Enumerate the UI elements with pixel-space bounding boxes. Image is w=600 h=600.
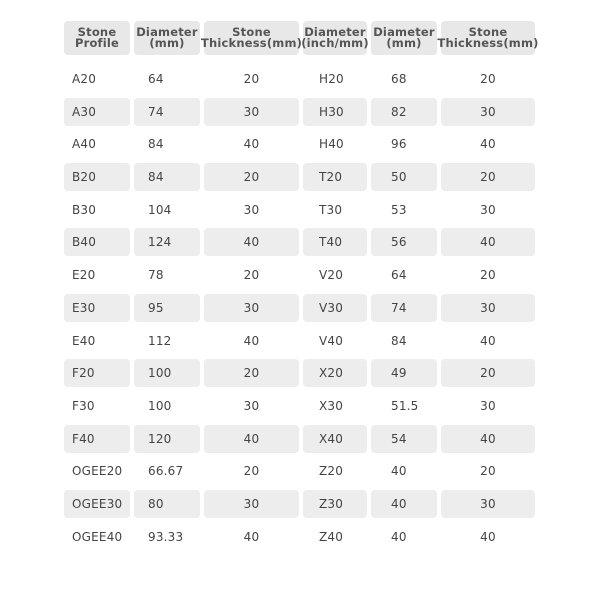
cell-diameter: 64: [148, 72, 164, 86]
cell-profile: A40: [72, 137, 97, 152]
cell-thickness: 30: [204, 294, 299, 322]
cell-diameter-2: 74: [371, 294, 437, 322]
cell-profile: F40: [64, 425, 130, 453]
cell-thickness-2: 40: [480, 333, 496, 348]
cell-thickness: 20: [243, 72, 260, 86]
cell-thickness: 40: [204, 425, 299, 453]
table-row: [64, 292, 535, 325]
cell-thickness-2: 20: [480, 268, 496, 283]
table-row: [64, 325, 535, 358]
table-body: [64, 63, 535, 553]
cell-profile-2: H30: [303, 98, 367, 126]
cell-thickness-2: 30: [480, 202, 496, 217]
table-row: [64, 226, 535, 259]
cell-profile: OGEE40: [72, 529, 123, 544]
cell-thickness: 40: [243, 333, 260, 348]
cell-thickness-2: 20: [480, 464, 496, 479]
cell-thickness: 20: [204, 163, 299, 191]
cell-diameter: 95: [134, 294, 200, 322]
cell-diameter: 120: [134, 425, 200, 453]
table-header-row: [64, 21, 539, 55]
cell-diameter-2: 54: [371, 425, 437, 453]
cell-diameter-2: 40: [391, 464, 407, 479]
cell-diameter-2: 96: [391, 137, 407, 152]
header-stone-thickness: Stone Thickness(mm): [204, 21, 299, 55]
cell-diameter: 80: [134, 490, 200, 518]
cell-thickness: 40: [204, 228, 299, 256]
cell-thickness-2: 30: [441, 98, 535, 126]
cell-thickness-2: 30: [441, 490, 535, 518]
stone-profile-table: [64, 21, 539, 553]
cell-diameter-2: 53: [391, 202, 407, 217]
table-row: [64, 390, 535, 423]
cell-thickness: 40: [243, 137, 260, 152]
cell-diameter-2: 49: [371, 359, 437, 387]
header-diameter-inch-mm: Diameter (inch/mm): [303, 21, 367, 55]
header-stone-profile: Stone Profile: [64, 21, 130, 55]
cell-diameter: 104: [148, 202, 172, 217]
cell-diameter-2: 51.5: [391, 398, 419, 413]
cell-profile-2: X30: [319, 398, 344, 413]
cell-diameter: 66.67: [148, 464, 184, 479]
cell-thickness-2: 20: [441, 359, 535, 387]
header-stone-thickness-2: Stone Thickness(mm): [441, 21, 535, 55]
cell-thickness-2: 40: [441, 228, 535, 256]
table-row: [64, 63, 535, 96]
cell-diameter-2: 56: [371, 228, 437, 256]
cell-thickness-2: 30: [480, 398, 496, 413]
table-row: [64, 194, 535, 227]
table-row: [64, 128, 535, 161]
cell-profile: E20: [72, 268, 96, 283]
cell-profile: B40: [64, 228, 130, 256]
cell-diameter: 112: [148, 333, 172, 348]
header-diameter-mm: Diameter (mm): [134, 21, 200, 55]
cell-profile: F30: [72, 398, 95, 413]
cell-diameter-2: 40: [371, 490, 437, 518]
cell-diameter: 84: [134, 163, 200, 191]
cell-profile-2: V30: [303, 294, 367, 322]
table-row: [64, 455, 535, 488]
cell-thickness: 20: [204, 359, 299, 387]
cell-profile-2: Z20: [319, 464, 344, 479]
cell-diameter-2: 68: [391, 72, 407, 86]
cell-profile-2: T40: [303, 228, 367, 256]
cell-diameter-2: 64: [391, 268, 407, 283]
cell-profile-2: Z30: [303, 490, 367, 518]
cell-profile: A30: [64, 98, 130, 126]
cell-profile: OGEE30: [64, 490, 130, 518]
table-row: [64, 423, 535, 456]
cell-diameter: 100: [134, 359, 200, 387]
cell-profile-2: Z40: [319, 529, 344, 544]
cell-diameter: 93.33: [148, 529, 184, 544]
cell-profile-2: X20: [303, 359, 367, 387]
cell-diameter-2: 50: [371, 163, 437, 191]
table-row: [64, 521, 535, 554]
cell-thickness: 30: [243, 398, 260, 413]
cell-profile-2: V40: [319, 333, 344, 348]
cell-thickness-2: 40: [480, 137, 496, 152]
table-row: [64, 357, 535, 390]
cell-profile-2: H40: [319, 137, 344, 152]
cell-thickness: 30: [243, 202, 260, 217]
cell-thickness-2: 20: [441, 163, 535, 191]
table-row: [64, 488, 535, 521]
cell-diameter: 100: [148, 398, 172, 413]
table-row: [64, 96, 535, 129]
cell-profile-2: X40: [303, 425, 367, 453]
cell-profile: E30: [64, 294, 130, 322]
table-row: [64, 161, 535, 194]
cell-profile: A20: [72, 72, 97, 86]
cell-diameter: 84: [148, 137, 164, 152]
cell-diameter-2: 84: [391, 333, 407, 348]
cell-thickness: 30: [204, 490, 299, 518]
cell-profile-2: V20: [319, 268, 344, 283]
cell-thickness-2: 40: [441, 425, 535, 453]
cell-profile: OGEE20: [72, 464, 123, 479]
cell-diameter: 74: [134, 98, 200, 126]
cell-thickness-2: 40: [480, 529, 496, 544]
cell-profile: E40: [72, 333, 96, 348]
cell-thickness: 20: [243, 464, 260, 479]
cell-thickness: 20: [243, 268, 260, 283]
table-row: [64, 259, 535, 292]
cell-thickness: 30: [204, 98, 299, 126]
cell-diameter: 78: [148, 268, 164, 283]
cell-profile: B30: [72, 202, 97, 217]
cell-profile-2: T20: [303, 163, 367, 191]
cell-thickness-2: 20: [480, 72, 496, 86]
cell-profile: B20: [64, 163, 130, 191]
cell-profile: F20: [64, 359, 130, 387]
cell-profile-2: H20: [319, 72, 344, 86]
cell-diameter-2: 40: [391, 529, 407, 544]
cell-diameter-2: 82: [371, 98, 437, 126]
header-diameter-mm-2: Diameter (mm): [371, 21, 437, 55]
cell-thickness-2: 30: [441, 294, 535, 322]
cell-diameter: 124: [134, 228, 200, 256]
cell-profile-2: T30: [319, 202, 343, 217]
cell-thickness: 40: [243, 529, 260, 544]
